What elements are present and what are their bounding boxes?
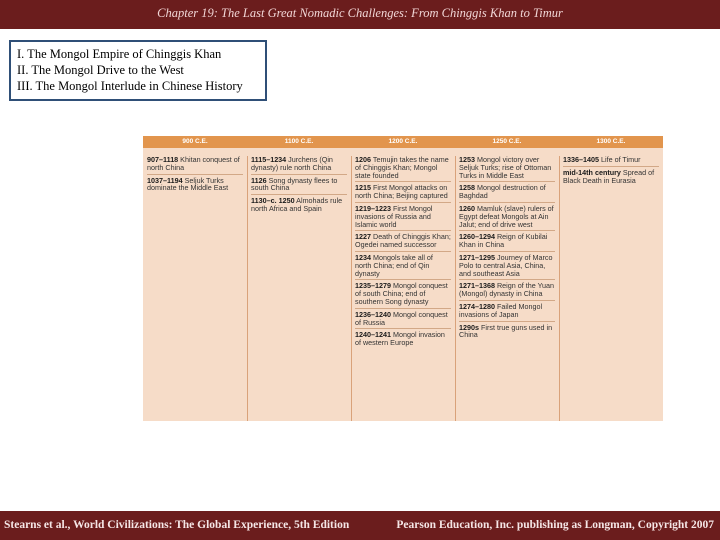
timeline-entry bbox=[147, 177, 243, 193]
outline-item: III. The Mongol Interlude in Chinese History bbox=[17, 79, 243, 93]
timeline-header-1300: 1300 C.E. bbox=[596, 138, 626, 145]
entry-text: Mongol conquest of south China; end of southern Song dynasty bbox=[355, 281, 448, 306]
timeline-header-1100: 1100 C.E. bbox=[284, 138, 314, 145]
timeline-column-1300 bbox=[563, 156, 659, 421]
timeline-column-900 bbox=[147, 156, 243, 421]
entry-separator bbox=[563, 166, 659, 167]
timeline-header-900: 900 C.E. bbox=[182, 138, 208, 145]
entry-date: 1253 bbox=[459, 155, 475, 164]
entry-date: 1260–1294 bbox=[459, 232, 495, 242]
timeline-entry bbox=[459, 254, 555, 277]
entry-text: Mongol conquest of Russia bbox=[355, 309, 448, 327]
entry-separator bbox=[459, 202, 555, 203]
entry-text: Journey of Marco Polo to central Asia, China, and southeast Asia bbox=[459, 252, 553, 278]
entry-separator bbox=[251, 194, 347, 195]
timeline-entry bbox=[355, 282, 451, 305]
entry-text: Almohads rule north Africa and Spain bbox=[251, 196, 343, 213]
timeline-entry bbox=[355, 233, 451, 249]
entry-date: 1215 bbox=[355, 183, 371, 193]
entry-date: 1206 bbox=[355, 155, 371, 164]
entry-separator bbox=[459, 230, 555, 231]
timeline-entry bbox=[147, 156, 243, 172]
entry-date: mid-14th century bbox=[563, 167, 621, 177]
timeline-entry bbox=[251, 177, 347, 193]
entry-date: 1236–1240 bbox=[355, 309, 391, 319]
entry-separator bbox=[459, 300, 555, 301]
footer-copyright: Pearson Education, Inc. publishing as Longman, Copyright 2007 bbox=[396, 519, 714, 531]
entry-separator bbox=[459, 181, 555, 182]
timeline-column-1100 bbox=[251, 156, 347, 421]
entry-date: 1235–1279 bbox=[355, 281, 391, 291]
timeline-header-1250: 1250 C.E. bbox=[492, 138, 522, 145]
timeline-entry bbox=[459, 282, 555, 298]
entry-separator bbox=[459, 279, 555, 280]
outline-box bbox=[9, 40, 267, 101]
timeline-entry bbox=[251, 156, 347, 172]
entry-text: Temujin takes the name of Chinggis Khan; Mongol state founded bbox=[355, 155, 449, 180]
timeline-entry bbox=[355, 311, 451, 327]
entry-date: 1240–1241 bbox=[355, 330, 391, 340]
timeline-entry bbox=[459, 205, 555, 228]
timeline-entry bbox=[355, 331, 451, 347]
timeline-entry bbox=[459, 303, 555, 319]
entry-separator bbox=[355, 308, 451, 309]
entry-text: First Mongol invasions of Russia and Islamic world bbox=[355, 203, 433, 229]
entry-separator bbox=[355, 279, 451, 280]
timeline-entry bbox=[355, 156, 451, 179]
entry-date: 1234 bbox=[355, 252, 371, 262]
entry-separator bbox=[459, 251, 555, 252]
footer-citation: Stearns et al., World Civilizations: The Global Experience, 5th Edition bbox=[4, 519, 350, 531]
entry-date: 1271–1368 bbox=[459, 281, 495, 291]
entry-text: Failed Mongol invasions of Japan bbox=[459, 301, 543, 319]
entry-text: First Mongol attacks on north China; Beijing captured bbox=[355, 183, 448, 201]
timeline-column-1250 bbox=[459, 156, 555, 421]
column-divider bbox=[455, 156, 456, 421]
timeline-chart bbox=[143, 136, 663, 421]
entry-text: Mongol invasion of western Europe bbox=[355, 330, 445, 348]
entry-separator bbox=[355, 230, 451, 231]
column-divider bbox=[247, 156, 248, 421]
entry-text: Mongols take all of north China; end of Qin dynasty bbox=[355, 252, 433, 278]
entry-text: Mongol destruction of Baghdad bbox=[459, 183, 546, 201]
entry-text: Khitan conquest of north China bbox=[147, 155, 240, 172]
column-divider bbox=[351, 156, 352, 421]
entry-text: Reign of Kubilai Khan in China bbox=[459, 232, 548, 250]
outline-item: I. The Mongol Empire of Chinggis Khan bbox=[17, 47, 222, 61]
entry-date: 1274–1280 bbox=[459, 301, 495, 311]
entry-separator bbox=[459, 321, 555, 322]
title-bar bbox=[0, 0, 720, 29]
timeline-entry bbox=[355, 184, 451, 200]
entry-date: 1130–c. 1250 bbox=[251, 196, 295, 206]
entry-date: 1227 bbox=[355, 232, 371, 242]
timeline-entry bbox=[563, 169, 659, 185]
entry-date: 1219–1223 bbox=[355, 203, 391, 213]
timeline-entry bbox=[459, 233, 555, 249]
entry-date: 1271–1295 bbox=[459, 252, 495, 262]
entry-date: 1126 bbox=[251, 175, 267, 185]
entry-text: Death of Chinggis Khan; Ogedei named successor bbox=[355, 232, 451, 250]
entry-separator bbox=[251, 174, 347, 175]
timeline-header-row bbox=[143, 136, 663, 148]
outline-item: II. The Mongol Drive to the West bbox=[17, 63, 184, 77]
entry-text: First true guns used in China bbox=[459, 322, 553, 340]
entry-separator bbox=[355, 181, 451, 182]
entry-text: Mamluk (slave) rulers of Egypt defeat Mongols at Ain Jalut; end of drive west bbox=[459, 203, 554, 229]
entry-text: Song dynasty flees to south China bbox=[251, 175, 338, 193]
entry-separator bbox=[355, 251, 451, 252]
entry-text: Jurchens (Qin dynasty) rule north China bbox=[251, 155, 333, 172]
entry-separator bbox=[355, 328, 451, 329]
timeline-entry bbox=[459, 324, 555, 340]
footer-bar bbox=[0, 511, 720, 540]
entry-date: 1290s bbox=[459, 322, 479, 332]
entry-date: 1336–1405 bbox=[563, 155, 599, 164]
entry-date: 1258 bbox=[459, 183, 475, 193]
timeline-entry bbox=[251, 197, 347, 213]
entry-date: 1115–1234 bbox=[251, 155, 287, 164]
entry-separator bbox=[147, 174, 243, 175]
entry-text: Mongol victory over Seljuk Turks; rise of Ottoman Turks in Middle East bbox=[459, 155, 552, 180]
entry-text: Life of Timur bbox=[598, 155, 641, 164]
timeline-header-1200: 1200 C.E. bbox=[388, 138, 418, 145]
entry-date: 1260 bbox=[459, 203, 475, 213]
timeline-entry bbox=[459, 184, 555, 200]
entry-date: 1037–1194 bbox=[147, 175, 183, 185]
entry-date: 907–1118 bbox=[147, 155, 179, 164]
column-divider bbox=[559, 156, 560, 421]
entry-separator bbox=[355, 202, 451, 203]
timeline-column-1200 bbox=[355, 156, 451, 421]
timeline-entry bbox=[459, 156, 555, 179]
timeline-entry bbox=[355, 205, 451, 228]
entry-text: Spread of Black Death in Eurasia bbox=[563, 167, 655, 185]
chapter-title: Chapter 19: The Last Great Nomadic Challenges: From Chinggis Khan to Timur bbox=[157, 6, 563, 20]
entry-text: Reign of the Yuan (Mongol) dynasty in China bbox=[459, 281, 554, 299]
entry-text: Seljuk Turks dominate the Middle East bbox=[147, 175, 229, 193]
timeline-entry bbox=[563, 156, 659, 164]
timeline-entry bbox=[355, 254, 451, 277]
